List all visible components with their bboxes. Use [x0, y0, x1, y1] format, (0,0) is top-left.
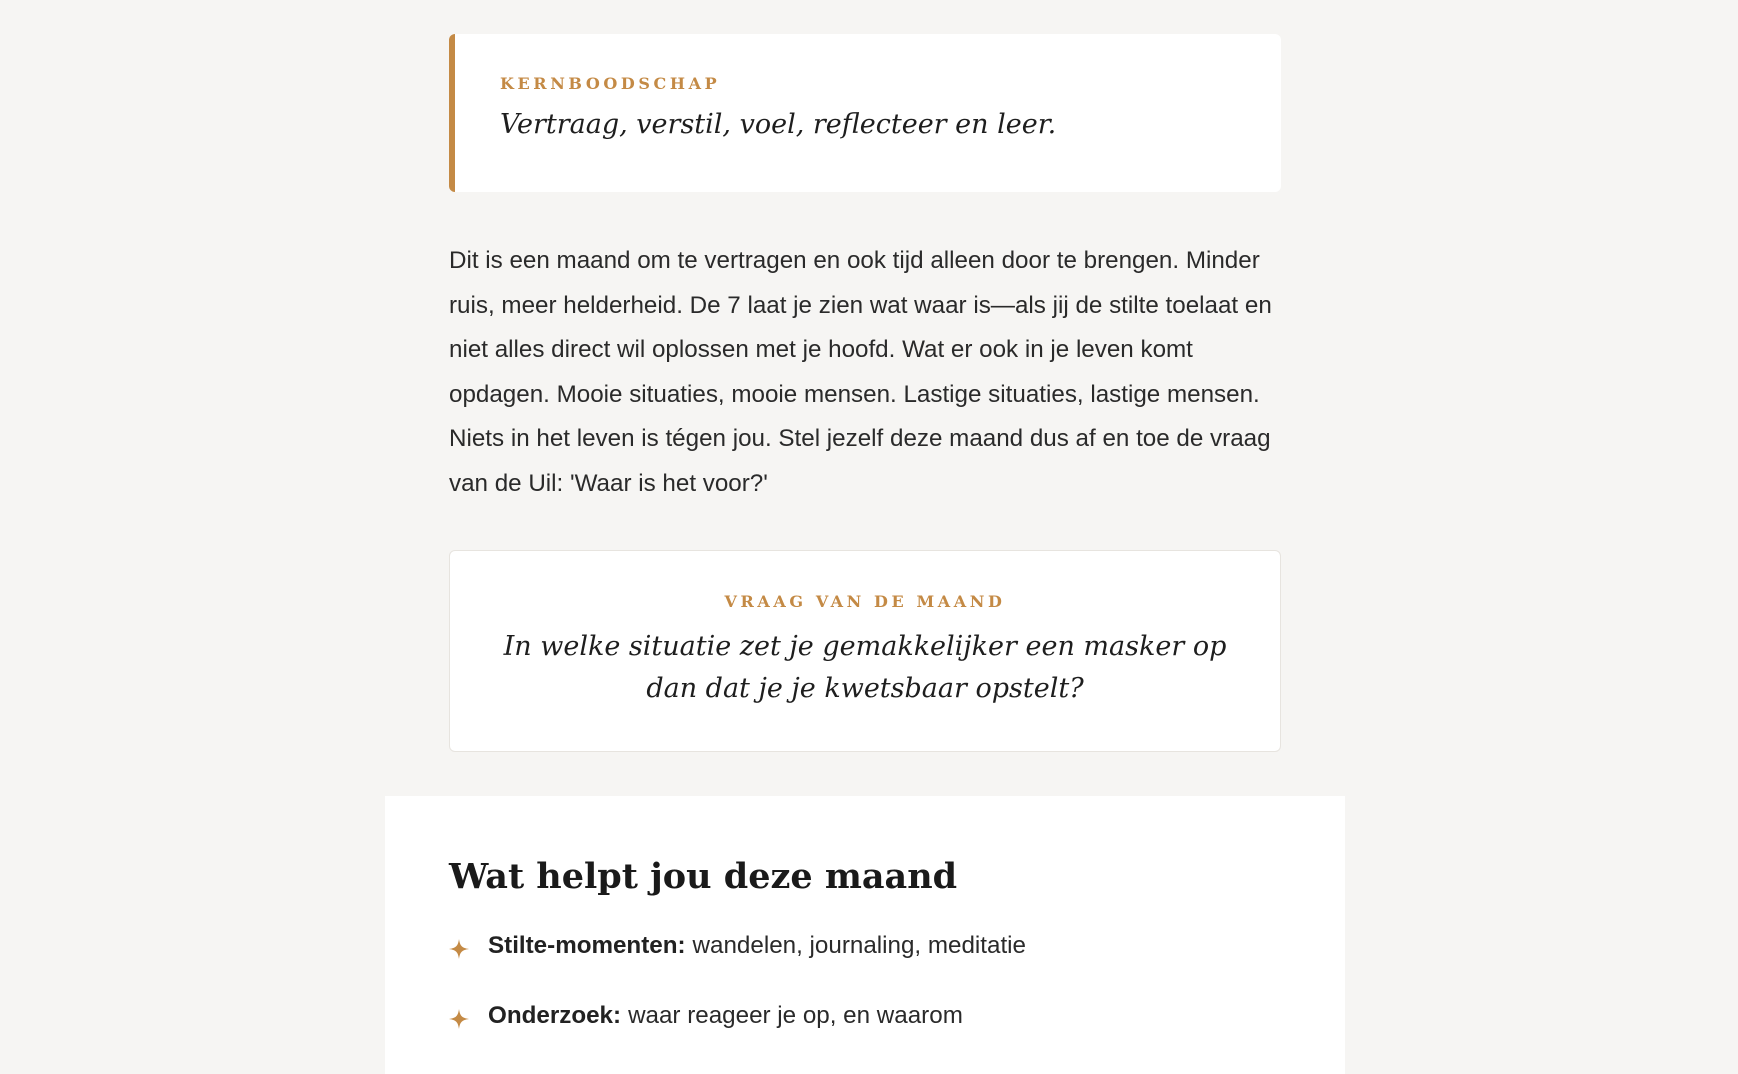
- list-item: [449, 929, 1345, 963]
- help-item-text: waar reageer je op, en waarom: [628, 1001, 963, 1029]
- intro-paragraph: Dit is een maand om te vertragen en ook tijd alleen door te brengen. Minder ruis, meer helderheid. De 7 laat je zien wat waar is—als jij de stilte toelaat en niet alles direct wil oplossen met je hoofd. Wat er ook in je leven komt opdagen. Mooie situaties, mooie mensen. Lastige situaties, lastige mensen. Niets in het leven is tégen jou. Stel jezelf deze maand dus af en toe de vraag van de Uil: 'Waar is het voor?': [449, 247, 1272, 497]
- help-item-text: wandelen, journaling, meditatie: [692, 931, 1027, 959]
- kernboodschap-text: Vertraag, verstil, voel, reflecteer en leer.: [500, 109, 1057, 140]
- sparkle-icon: [449, 1009, 469, 1029]
- kernboodschap-card: [449, 34, 1281, 192]
- help-panel: [385, 796, 1345, 1074]
- kernboodschap-label: KERNBOODSCHAP: [500, 74, 721, 93]
- help-item-title: Onderzoek:: [488, 1001, 622, 1029]
- help-item-title: Stilte-momenten:: [488, 931, 686, 959]
- vraag-text: In welke situatie zet je gemakkelijker een masker op dan dat je je kwetsbaar opstelt?: [503, 631, 1227, 704]
- list-item: [449, 999, 1345, 1033]
- vraag-label: VRAAG VAN DE MAAND: [724, 592, 1006, 611]
- help-list: [449, 929, 1345, 1033]
- help-title: Wat helpt jou deze maand: [449, 856, 958, 897]
- vraag-van-de-maand-card: [449, 550, 1281, 752]
- sparkle-icon: [449, 939, 469, 959]
